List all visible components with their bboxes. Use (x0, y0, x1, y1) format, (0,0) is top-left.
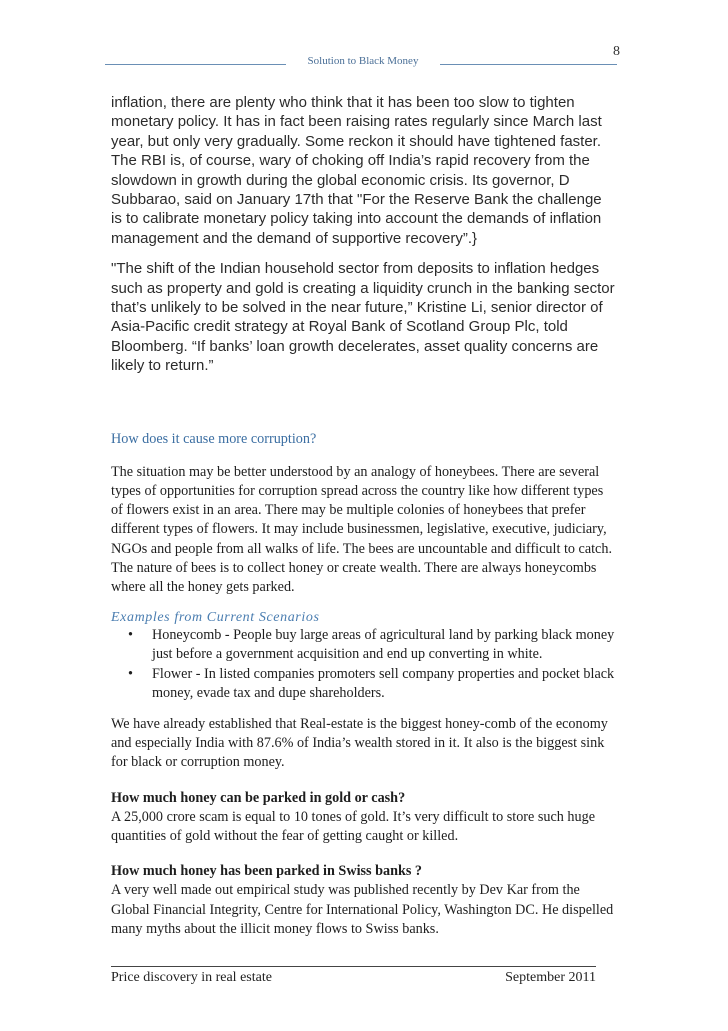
header-rule-left (105, 64, 286, 65)
paragraph-honeybees: The situation may be better understood by an analogy of honeybees. There are several types of opportunities for corruption spread across the country like how different types of flowers exist in an area. There may be multiple colonies of honeybees that prefer different types of flowers. It may include businessmen, legislative, executive, judiciary, NGOs and people from all walks of life. The bees are uncountable and difficult to catch. The nature of bees is to collect honey or create wealth. There are always honeycombs where all the honey gets parked. (111, 463, 612, 595)
heading-gold-cash: How much honey can be parked in gold or cash? (111, 789, 406, 806)
footer-left-text: Price discovery in real estate (111, 970, 272, 985)
header-title: Solution to Black Money (307, 55, 419, 67)
list-item (111, 665, 616, 703)
subheading-examples: Examples from Current Scenarios (111, 610, 320, 626)
footer-date: September 2011 (505, 970, 596, 985)
paragraph-gold: A 25,000 crore scam is equal to 10 tones of gold. It’s very difficult to store such huge quantities of gold without the fear of getting caught or killed. (111, 808, 595, 844)
list-item-text: Flower - In listed companies promoters sell company properties and pocket black money, evade tax and dupe shareholders. (152, 665, 615, 701)
bullet-marker: • (128, 627, 133, 644)
list-item (111, 626, 616, 664)
running-header (105, 55, 617, 71)
list-item-text: Honeycomb - People buy large areas of agricultural land by parking black money just before a government acquisition and end up converting in white. (152, 627, 615, 663)
page-footer (111, 966, 596, 986)
bullet-marker: • (128, 665, 133, 682)
paragraph-quote: "The shift of the Indian household sector from deposits to inflation hedges such as property and gold is creating a liquidity crunch in the banking sector that’s unlikely to be solved in the near future,” Kristine Li, senior director of Asia-Pacific credit strategy at Royal Bank of Scotland Group Plc, told Bloomberg. “If banks’ loan growth decelerates, asset quality concerns are likely to return.” (111, 260, 615, 375)
page-number: 8 (613, 44, 620, 59)
paragraph-inflation: inflation, there are plenty who think that it has been too slow to tighten monetary policy. It has in fact been raising rates regularly since March last year, but only very gradually. Some reckon it should have tightened faster. The RBI is, of course, wary of choking off India’s rapid recovery from the slowdown in growth during the global economic crisis. Its governor, D Subbarao, said on January 17th that "For the Reserve Bank the challenge is to calibrate monetary policy taking into account the demands of inflation management and the demand of supportive recovery”.} (111, 94, 602, 247)
paragraph-real-estate: We have already established that Real-estate is the biggest honey-comb of the economy and especially India with 87.6% of India’s wealth stored in it. It also is the biggest sink for black or corruption money. (111, 715, 608, 771)
section-heading-corruption: How does it cause more corruption? (111, 430, 317, 447)
heading-swiss-banks: How much honey has been parked in Swiss banks ? (111, 863, 423, 880)
paragraph-swiss: A very well made out empirical study was published recently by Dev Kar from the Global Financial Integrity, Centre for International Policy, Washington DC. He dispelled many myths about the illicit money flows to Swiss banks. (111, 882, 614, 937)
page-body (111, 93, 616, 939)
examples-list (111, 626, 616, 703)
header-rule-right (440, 64, 617, 65)
